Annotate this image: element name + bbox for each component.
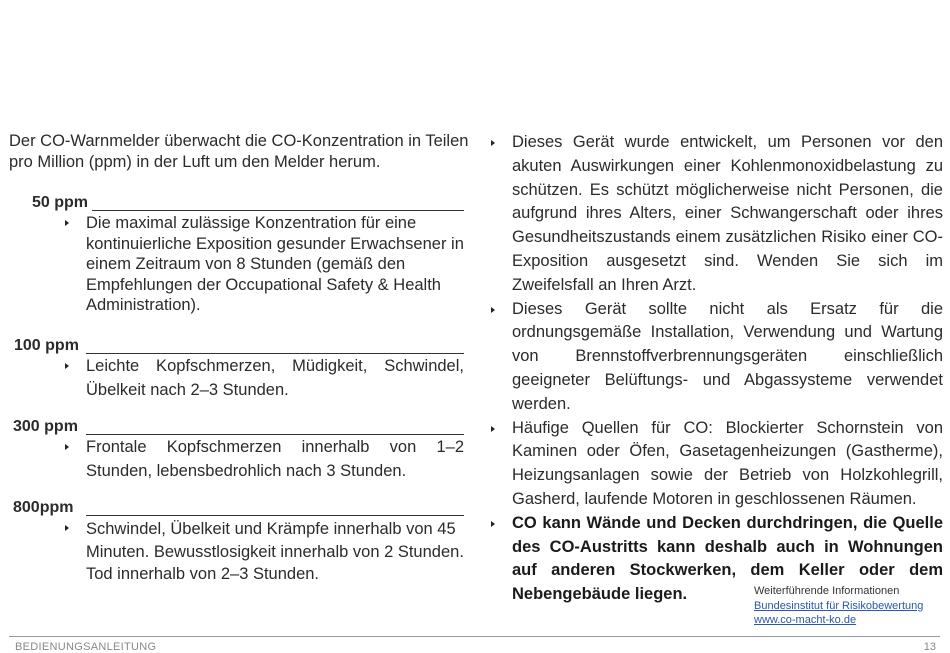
level-300ppm [0,417,470,437]
level-description: Leichte Kopfschmerzen, Müdigkeit, Schwindel, Übelkeit nach 2–3 Stunden. [86,354,464,402]
bfr-link[interactable]: Bundesinstitut für Risikobewertung [754,599,924,612]
level-50ppm [0,193,470,213]
divider [92,210,464,211]
bullet-triangle-icon [491,426,495,432]
level-description: Frontale Kopfschmerzen innerhalb von 1–2 Stunden, lebensbedrohlich nach 3 Stunden. [86,435,464,483]
bullet-triangle-icon [491,307,495,313]
intro-paragraph: Der CO-Warnmelder überwacht die CO-Konzentration in Teilen pro Million (ppm) in der Luft um den Melder herum. [9,132,469,171]
list-item: Dieses Gerät wurde entwickelt, um Personen vor den akuten Auswirkungen einer Kohlenmonoxidbelastung zu schützen. Es schützt möglicherweise nicht Personen, die aufgrund ihres Alters, einer Schwangerschaft oder ihres Gesundheitszustands einem zusätzlichen Risiko einer CO-Exposition ausgesetzt sind. Wenden Sie sich im Zweifelsfall an Ihren Arzt. [512,131,943,298]
bullet-triangle-icon [65,220,69,226]
level-800ppm [0,498,470,518]
level-description: Schwindel, Übelkeit und Krämpfe innerhalb von 45 Minuten. Bewusstlosigkeit innerhalb von 2 Stunden. Tod innerhalb von 2–3 Stunden. [86,518,464,586]
footer-title: BEDIENUNGSANLEITUNG [15,641,157,653]
ppm-label: 100 ppm [14,337,79,354]
ppm-label: 50 ppm [32,194,89,211]
further-info [754,584,944,628]
divider [86,515,464,516]
ppm-label: 800ppm [13,499,74,516]
list-item: Häufige Quellen für CO: Blockierter Schornstein von Kaminen oder Öfen, Gasetagenheizungen (Gastherme), Heizungsanlagen sowie der Betrieb von Holzkohlegrill, Gasherd, laufende Motoren in geschlossenen Räumen. [512,417,943,512]
ppm-label: 300 ppm [13,418,78,435]
bullet-triangle-icon [491,521,495,527]
list-item: Dieses Gerät sollte nicht als Ersatz für die ordnungsgemäße Installation, Verwendung und Wartung von Brennstoffverbrennungsgeräten einschließlich geeigneter Belüftungs- und Abgassysteme verwendet werden. [512,298,943,417]
level-100ppm [0,336,470,356]
level-description: Die maximal zulässige Konzentration für eine kontinuierliche Exposition gesunder Erwachsener in einem Zeitraum von 8 Stunden (gemäß den Empfehlungen der Occupational Safety & Health Administration). [86,213,464,316]
bullet-triangle-icon [65,444,69,450]
further-info-heading: Weiterführende Informationen [754,585,900,597]
list-item-warning: CO kann Wände und Decken durchdringen, die Quelle des CO-Austritts kann deshalb auch in Wohnungen auf anderen Stockwerken, dem Keller oder dem Nebengebäude liegen. [512,512,943,607]
page-number: 13 [923,641,936,653]
bullet-triangle-icon [65,363,69,369]
bullet-triangle-icon [65,525,69,531]
safety-notes-list [512,131,943,607]
co-macht-ko-link[interactable]: www.co-macht-ko.de [754,614,857,626]
bullet-triangle-icon [491,140,495,146]
footer-divider [9,636,940,637]
